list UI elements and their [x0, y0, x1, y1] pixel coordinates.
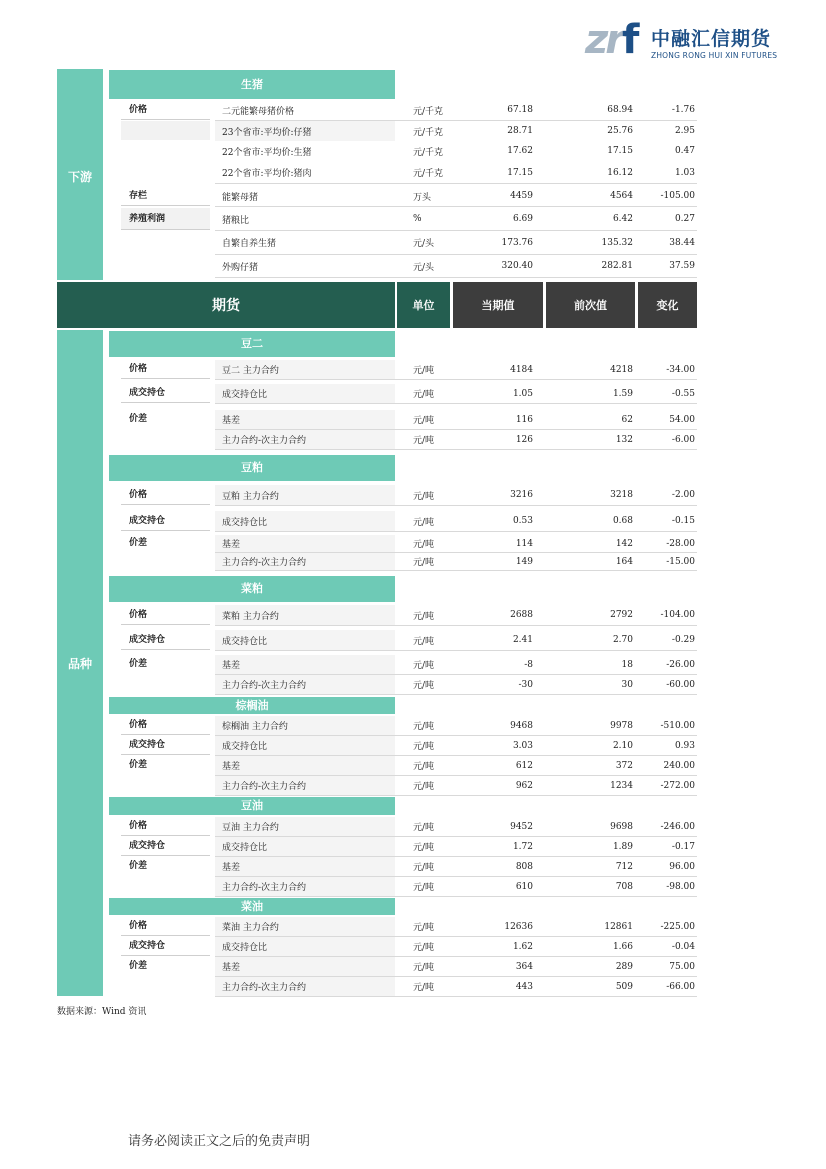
row-change: -225.00	[660, 921, 695, 932]
row-current: 3.03	[512, 740, 533, 751]
header-change: 变化	[638, 282, 697, 328]
row-name: 基差	[222, 416, 241, 426]
row-previous: 708	[615, 881, 633, 892]
section-title-soymeal: 豆粕	[109, 455, 395, 481]
row-current: 2.41	[512, 635, 533, 645]
table-row	[215, 937, 697, 957]
row-previous: 289	[615, 961, 633, 972]
logo-name-cn: 中融汇信期货	[651, 28, 772, 50]
table-row	[215, 186, 697, 207]
row-name: 能繁母猪	[222, 192, 259, 203]
row-unit: 元/头	[413, 239, 435, 249]
row-change: 96.00	[669, 861, 695, 872]
row-previous: 6.42	[612, 214, 633, 224]
row-change: 38.44	[669, 237, 695, 248]
row-unit: 元/吨	[413, 366, 435, 376]
table-row	[215, 384, 697, 404]
row-change: -105.00	[660, 191, 695, 201]
row-name: 豆二 主力合约	[222, 366, 279, 376]
row-change: 0.47	[674, 146, 695, 156]
row-change: -26.00	[666, 659, 695, 670]
row-current: 1.05	[512, 388, 533, 399]
table-row	[215, 141, 697, 161]
row-unit: 元/吨	[413, 983, 435, 993]
category-price: 价格	[121, 485, 210, 505]
row-unit: 元/吨	[413, 843, 435, 853]
section-title-rapeseed-oil: 菜油	[109, 898, 395, 915]
row-name: 外购仔猪	[222, 262, 259, 273]
row-name: 基差	[222, 762, 241, 772]
row-previous: 4564	[610, 191, 633, 201]
row-change: 2.95	[674, 126, 695, 136]
category-spread: 价差	[129, 961, 148, 971]
row-previous: 16.12	[607, 167, 633, 178]
row-unit: 元/吨	[413, 863, 435, 873]
table-row	[215, 736, 697, 756]
row-previous: 132	[615, 434, 633, 445]
row-unit: 元/吨	[413, 416, 435, 426]
row-unit: %	[413, 214, 422, 224]
row-previous: 62	[621, 414, 633, 425]
row-current: -30	[518, 679, 533, 690]
row-current: 2688	[510, 610, 533, 620]
row-previous: 372	[615, 760, 633, 771]
row-unit: 元/吨	[413, 923, 435, 933]
row-previous: 1.89	[612, 841, 633, 852]
row-unit: 元/吨	[413, 636, 435, 647]
row-current: 0.53	[512, 516, 533, 526]
table-row	[215, 630, 697, 651]
row-previous: 25.76	[607, 126, 633, 136]
category-inventory: 存栏	[121, 186, 210, 206]
row-unit: 元/吨	[413, 661, 435, 671]
category-price: 价格	[121, 917, 210, 936]
row-name: 主力合约-次主力合约	[222, 782, 307, 792]
table-row	[215, 231, 697, 255]
row-current: 149	[515, 556, 533, 567]
row-unit: 元/头	[413, 262, 435, 273]
row-name: 成交持仓比	[222, 742, 268, 752]
row-previous: 2792	[610, 610, 633, 620]
row-current: 9468	[510, 720, 533, 731]
table-row	[215, 208, 697, 231]
section-title-palm-oil: 棕榈油	[109, 697, 395, 714]
table-row	[215, 511, 697, 532]
row-current: 4184	[510, 364, 533, 375]
category-price: 价格	[121, 817, 210, 836]
row-name: 23个省市:平均价:仔猪	[222, 127, 312, 138]
row-previous: 509	[615, 981, 633, 992]
row-previous: 3218	[610, 490, 633, 500]
table-row	[215, 857, 697, 877]
row-name: 22个省市:平均价:生猪	[222, 147, 312, 158]
row-name: 成交持仓比	[222, 517, 268, 528]
row-previous: 1.59	[612, 388, 633, 399]
row-previous: 30	[621, 679, 633, 690]
row-change: 75.00	[669, 961, 695, 972]
row-unit: 元/千克	[413, 127, 444, 138]
table-row	[215, 756, 697, 776]
row-previous: 68.94	[607, 105, 633, 115]
table-row	[215, 837, 697, 857]
row-name: 棕榈油 主力合约	[222, 722, 288, 732]
row-change: -510.00	[660, 720, 695, 731]
row-change: -2.00	[671, 490, 695, 500]
varieties-side-label: 品种	[57, 330, 103, 996]
row-previous: 1234	[610, 780, 633, 791]
category-spread: 价差	[129, 538, 148, 548]
company-logo	[585, 18, 785, 66]
header-unit: 单位	[397, 282, 450, 328]
row-previous: 282.81	[601, 261, 633, 271]
logo-mark: zrf	[585, 17, 637, 63]
row-previous: 2.70	[612, 635, 633, 645]
row-unit: 元/吨	[413, 883, 435, 893]
row-unit: 元/吨	[413, 963, 435, 973]
disclaimer-footer: 请务必阅读正文之后的免责声明	[128, 1134, 311, 1149]
row-previous: 164	[615, 556, 633, 567]
row-unit: 元/吨	[413, 762, 435, 772]
row-current: 443	[515, 981, 533, 992]
category-volume-oi: 成交持仓	[121, 384, 210, 403]
row-name: 成交持仓比	[222, 843, 268, 853]
category-price: 价格	[121, 605, 210, 625]
category-spread: 价差	[129, 659, 148, 669]
row-unit: 元/吨	[413, 517, 435, 528]
row-name: 基差	[222, 661, 241, 671]
table-row	[215, 776, 697, 796]
table-row	[215, 957, 697, 977]
row-name: 主力合约-次主力合约	[222, 558, 307, 568]
row-current: 9452	[510, 821, 533, 832]
table-row	[215, 655, 697, 675]
section-title-rapeseed-meal: 菜粕	[109, 576, 395, 602]
row-previous: 12861	[604, 921, 633, 932]
row-change: -1.76	[671, 105, 695, 115]
row-current: 364	[515, 961, 533, 972]
row-name: 主力合约-次主力合约	[222, 883, 307, 893]
row-name: 基差	[222, 963, 241, 973]
row-previous: 18	[621, 659, 633, 670]
row-change: -0.17	[671, 841, 695, 852]
row-current: 12636	[504, 921, 533, 932]
row-name: 豆粕 主力合约	[222, 491, 279, 502]
table-row	[215, 360, 697, 380]
row-name: 豆油 主力合约	[222, 823, 279, 833]
section-title-soybean-oil: 豆油	[109, 797, 395, 815]
table-row	[215, 605, 697, 626]
row-current: 4459	[510, 191, 533, 201]
table-row	[215, 553, 697, 571]
downstream-side-label: 下游	[57, 69, 103, 280]
row-current: 1.62	[512, 941, 533, 952]
table-row	[215, 535, 697, 553]
table-row	[215, 162, 697, 184]
row-name: 二元能繁母猪价格	[222, 106, 295, 117]
row-change: -272.00	[660, 780, 695, 791]
row-name: 22个省市:平均价:猪肉	[222, 169, 312, 179]
row-current: 114	[515, 538, 533, 549]
table-row	[215, 100, 697, 121]
row-unit: 元/吨	[413, 742, 435, 752]
row-change: -0.15	[671, 516, 695, 526]
category-volume-oi: 成交持仓	[121, 511, 210, 531]
row-unit: 元/吨	[413, 540, 435, 550]
row-unit: 元/吨	[413, 943, 435, 953]
category-volume-oi: 成交持仓	[121, 630, 210, 650]
row-previous: 17.15	[607, 146, 633, 156]
table-row	[215, 917, 697, 937]
row-name: 成交持仓比	[222, 390, 268, 400]
row-change: -28.00	[666, 538, 695, 549]
category-spacer	[121, 121, 210, 140]
row-name: 基差	[222, 863, 241, 873]
header-current: 当期值	[453, 282, 543, 328]
row-previous: 9698	[610, 821, 633, 832]
row-current: -8	[524, 659, 533, 670]
table-row	[215, 817, 697, 837]
category-profit: 养殖利润	[121, 208, 210, 230]
row-change: -60.00	[666, 679, 695, 690]
row-current: 116	[515, 414, 533, 425]
row-current: 28.71	[507, 126, 533, 136]
row-current: 962	[515, 780, 533, 791]
row-unit: 元/吨	[413, 558, 435, 568]
row-previous: 712	[615, 861, 633, 872]
row-change: -66.00	[666, 981, 695, 992]
row-unit: 元/吨	[413, 782, 435, 792]
row-change: -0.04	[671, 941, 695, 952]
row-current: 17.62	[507, 146, 533, 156]
row-unit: 元/吨	[413, 722, 435, 732]
row-change: -246.00	[660, 821, 695, 832]
row-current: 808	[515, 861, 533, 872]
row-name: 主力合约-次主力合约	[222, 681, 307, 691]
category-price: 价格	[121, 360, 210, 379]
row-previous: 1.66	[612, 941, 633, 952]
row-current: 126	[515, 434, 533, 445]
futures-header: 期货	[57, 282, 395, 328]
row-unit: 元/吨	[413, 436, 435, 446]
header-previous: 前次值	[546, 282, 635, 328]
table-row	[215, 410, 697, 430]
row-current: 1.72	[512, 841, 533, 852]
row-change: -15.00	[666, 556, 695, 567]
row-change: 0.93	[674, 740, 695, 751]
row-current: 67.18	[507, 105, 533, 115]
row-name: 成交持仓比	[222, 943, 268, 953]
row-unit: 万头	[413, 192, 432, 203]
row-change: 37.59	[669, 261, 695, 271]
row-unit: 元/吨	[413, 491, 435, 502]
row-unit: 元/千克	[413, 106, 444, 117]
row-change: -98.00	[666, 881, 695, 892]
category-spread: 价差	[129, 760, 148, 770]
row-name: 自繁自养生猪	[222, 239, 277, 249]
table-row	[215, 716, 697, 736]
row-unit: 元/吨	[413, 681, 435, 691]
row-current: 6.69	[512, 214, 533, 224]
row-previous: 0.68	[612, 516, 633, 526]
row-current: 17.15	[507, 167, 533, 178]
row-name: 菜粕 主力合约	[222, 611, 279, 622]
section-title-hog: 生猪	[109, 70, 395, 99]
row-name: 基差	[222, 540, 241, 550]
row-name: 主力合约-次主力合约	[222, 983, 307, 993]
category-price: 价格	[121, 716, 210, 735]
row-unit: 元/吨	[413, 823, 435, 833]
row-unit: 元/千克	[413, 147, 444, 158]
category-spread: 价差	[129, 861, 148, 871]
row-change: -104.00	[660, 610, 695, 620]
row-current: 173.76	[501, 237, 533, 248]
row-previous: 9978	[610, 720, 633, 731]
row-previous: 135.32	[601, 237, 633, 248]
row-name: 成交持仓比	[222, 636, 268, 647]
table-row	[215, 485, 697, 506]
table-row	[215, 977, 697, 997]
category-price: 价格	[121, 100, 210, 120]
category-volume-oi: 成交持仓	[121, 736, 210, 755]
row-name: 菜油 主力合约	[222, 923, 279, 933]
table-row	[215, 255, 697, 278]
row-previous: 2.10	[612, 740, 633, 751]
row-current: 3216	[510, 490, 533, 500]
row-change: -6.00	[671, 434, 695, 445]
row-change: 0.27	[674, 214, 695, 224]
row-current: 320.40	[501, 261, 533, 271]
category-volume-oi: 成交持仓	[121, 937, 210, 956]
row-change: 1.03	[674, 167, 695, 178]
category-volume-oi: 成交持仓	[121, 837, 210, 856]
table-row	[215, 121, 697, 141]
row-current: 610	[515, 881, 533, 892]
table-row	[215, 675, 697, 695]
row-change: 54.00	[669, 414, 695, 425]
data-source-note: 数据来源：Wind 资讯	[57, 1007, 147, 1017]
row-previous: 142	[615, 538, 633, 549]
section-title-soybean2: 豆二	[109, 331, 395, 357]
row-change: -0.29	[671, 635, 695, 645]
row-unit: 元/吨	[413, 611, 435, 622]
table-row	[215, 430, 697, 450]
row-previous: 4218	[610, 364, 633, 375]
row-unit: 元/吨	[413, 390, 435, 400]
row-name: 主力合约-次主力合约	[222, 436, 307, 446]
category-spread: 价差	[129, 414, 148, 424]
table-row	[215, 877, 697, 897]
row-current: 612	[515, 760, 533, 771]
row-name: 猪粮比	[222, 215, 250, 226]
row-change: -34.00	[666, 364, 695, 375]
row-change: 240.00	[663, 760, 695, 771]
row-unit: 元/千克	[413, 169, 444, 179]
row-change: -0.55	[671, 388, 695, 399]
logo-name-en: ZHONG RONG HUI XIN FUTURES	[651, 51, 778, 60]
